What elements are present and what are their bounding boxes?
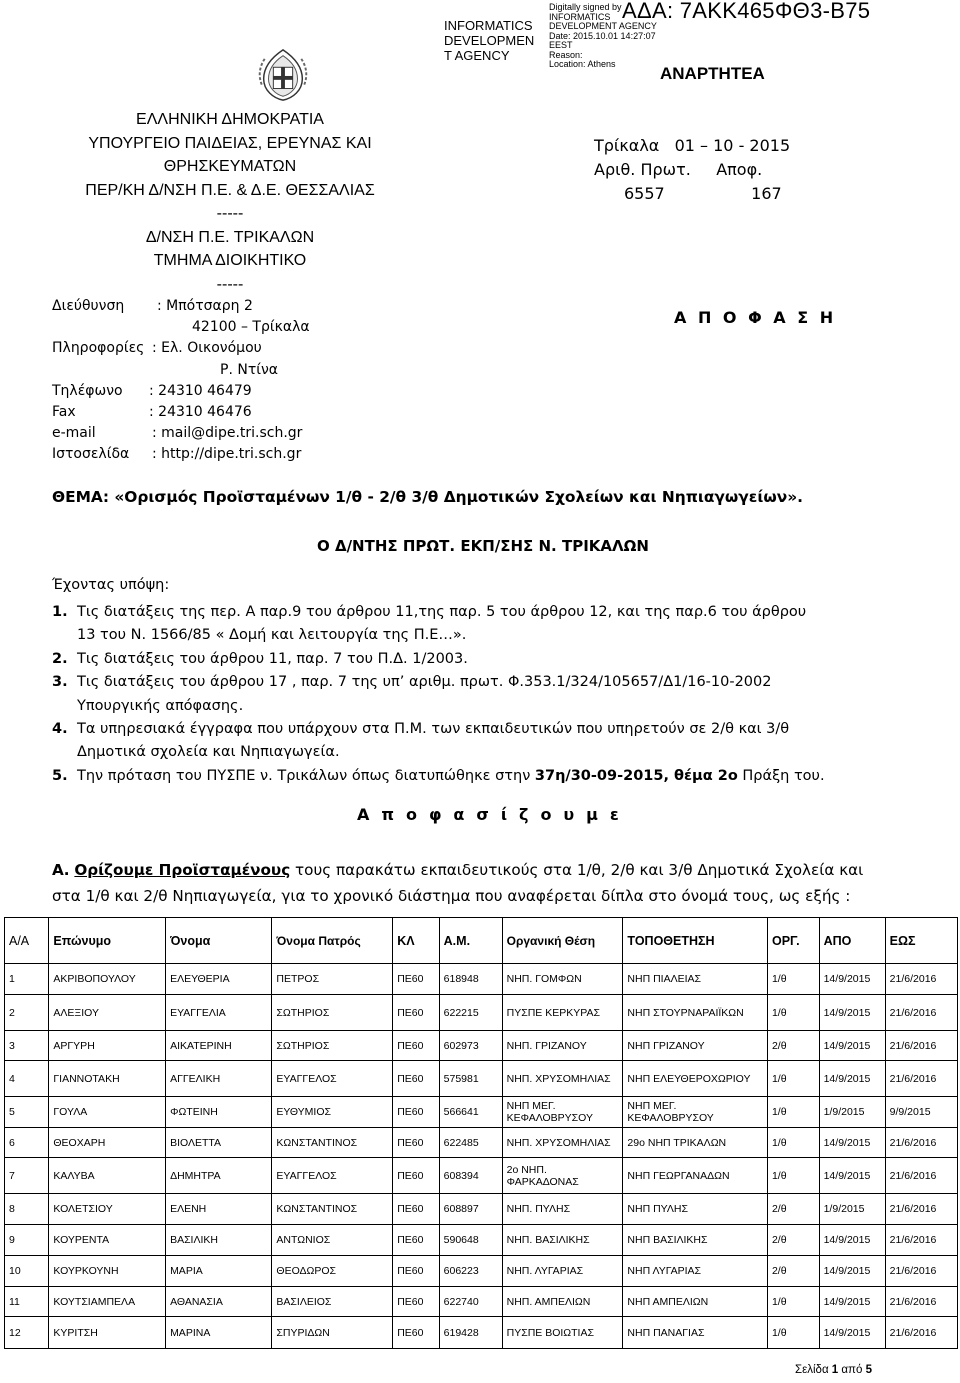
decision-title: Α Π Ο Φ Α Σ Η	[674, 308, 837, 327]
table-cell: 6	[5, 1128, 49, 1158]
table-header-row	[5, 918, 958, 964]
table-cell: 21/6/2016	[885, 1061, 957, 1097]
signature-detail-line: DEVELOPMENT AGENCY	[549, 21, 657, 31]
contact-value: : 24310 46476	[149, 404, 252, 421]
table-cell: 21/6/2016	[885, 1225, 957, 1256]
paragraph-letter: Α.	[52, 861, 70, 879]
signature-detail-line: Digitally signed by	[549, 2, 622, 12]
table-row	[5, 995, 958, 1031]
table-cell: ΕΥΑΓΓΕΛΟΣ	[272, 1158, 393, 1194]
paragraph-line2: στα 1/θ και 2/θ Νηπιαγωγεία, για το χρονικό διάστημα που αναφέρεται δίπλα στο όνομά τους, ως εξής :	[52, 887, 851, 905]
consideration-line	[52, 718, 912, 741]
table-cell: 2	[5, 995, 49, 1031]
table-header-cell: Α/Α	[5, 918, 49, 964]
contact-label: Ιστοσελίδα	[52, 446, 130, 463]
page-number: 1	[831, 1364, 839, 1376]
table-cell: 1/θ	[767, 964, 819, 995]
table-header-cell: Όνομα Πατρός	[272, 918, 393, 964]
contact-row	[52, 444, 310, 465]
we-decide-heading: Α π ο φ α σ ί ζ ο υ μ ε	[357, 805, 623, 824]
consideration-line	[52, 695, 912, 718]
table-cell: ΠΕ60	[393, 1128, 439, 1158]
consideration-tail: Πράξη του.	[737, 767, 825, 784]
table-cell: 14/9/2015	[819, 1128, 885, 1158]
contact-row	[52, 381, 310, 402]
table-cell: 14/9/2015	[819, 1256, 885, 1287]
table-cell: 619428	[439, 1317, 502, 1349]
table-cell: ΠΕ60	[393, 1287, 439, 1317]
table-cell: ΓΙΑΝΝΟΤΑΚΗ	[49, 1061, 166, 1097]
contact-label: Πληροφορίες	[52, 340, 145, 357]
table-cell: ΑΓΓΕΛΙΚΗ	[166, 1061, 272, 1097]
contact-row	[52, 402, 310, 423]
table-cell: ΒΑΣΙΛΙΚΗ	[166, 1225, 272, 1256]
table-row	[5, 1256, 958, 1287]
table-header-cell: ΑΠΟ	[819, 918, 885, 964]
signature-detail-line: Reason:	[549, 49, 583, 60]
table-cell: ΑΡΓΥΡΗ	[49, 1031, 166, 1061]
issuing-authority	[40, 108, 420, 296]
consideration-line	[52, 765, 912, 788]
consideration-text: Υπουργικής απόφασης.	[77, 697, 244, 714]
signer-line: T AGENCY	[444, 48, 510, 63]
table-cell: ΝΗΠ. ΑΜΠΕΛΙΩΝ	[502, 1287, 623, 1317]
consideration-text: Τα υπηρεσιακά έγγραφα που υπάρχουν στα Π.Μ. των εκπαιδευτικών που υπηρετούν σε 2/θ και 3/θ	[77, 721, 790, 738]
table-cell: ΑΚΡΙΒΟΠΟΥΛΟΥ	[49, 964, 166, 995]
table-cell: ΠΕ60	[393, 1061, 439, 1097]
protocol-numbers: 6557 167	[624, 184, 782, 203]
table-header-cell: ΤΟΠΟΘΕΤΗΣΗ	[623, 918, 768, 964]
table-cell: ΝΗΠ ΓΕΩΡΓΑΝΑΔΩΝ	[623, 1158, 768, 1194]
table-cell: ΣΩΤΗΡΙΟΣ	[272, 1031, 393, 1061]
ada-code: ΑΔΑ: 7ΑΚΚ465ΦΘ3-Β75	[622, 0, 871, 23]
table-cell: ΠΕ60	[393, 1256, 439, 1287]
heads-table	[4, 917, 958, 1349]
table-cell: ΜΑΡΙΑ	[166, 1256, 272, 1287]
table-cell: ΕΛΕΥΘΕΡΙΑ	[166, 964, 272, 995]
table-header-cell: Επώνυμο	[49, 918, 166, 964]
table-header-cell: Οργανική Θέση	[502, 918, 623, 964]
table-cell: ΝΗΠ. ΧΡΥΣΟΜΗΛΙΑΣ	[502, 1128, 623, 1158]
table-cell: 9	[5, 1225, 49, 1256]
table-cell: ΚΟΛΕΤΣΙΟΥ	[49, 1194, 166, 1225]
table-cell: ΝΗΠ. ΠΥΛΗΣ	[502, 1194, 623, 1225]
contact-row	[52, 296, 310, 317]
table-cell: ΑΛΕΞΙΟΥ	[49, 995, 166, 1031]
table-cell: ΣΠΥΡΙΔΩΝ	[272, 1317, 393, 1349]
footer-middle: από	[838, 1364, 866, 1376]
table-cell: ΝΗΠ. ΒΑΣΙΛΙΚΗΣ	[502, 1225, 623, 1256]
table-cell: 14/9/2015	[819, 964, 885, 995]
consideration-text: Τις διατάξεις της περ. Α παρ.9 του άρθρου 11,της παρ. 5 του άρθρου 12, και της παρ.6 του άρθρου	[77, 604, 807, 620]
signer-line: DEVELOPMEN	[444, 33, 535, 48]
contact-details	[52, 296, 310, 466]
contact-label: e-mail	[52, 425, 96, 442]
table-cell: ΘΕΟΧΑΡΗ	[49, 1128, 166, 1158]
table-cell: 1/θ	[767, 1317, 819, 1349]
considering-heading: Έχοντας υπόψη:	[52, 577, 170, 593]
contact-label	[52, 360, 220, 381]
table-cell: ΝΗΠ. ΓΟΜΦΩΝ	[502, 964, 623, 995]
table-cell: 1/θ	[767, 1097, 819, 1128]
table-cell: 608394	[439, 1158, 502, 1194]
table-cell: ΠΕ60	[393, 1317, 439, 1349]
table-cell: ΣΩΤΗΡΙΟΣ	[272, 995, 393, 1031]
table-header-cell: ΚΛ	[393, 918, 439, 964]
table-cell: 2ο ΝΗΠ. ΦΑΡΚΑΔΟΝΑΣ	[502, 1158, 623, 1194]
table-row	[5, 1158, 958, 1194]
authority-line: -----	[216, 205, 244, 222]
contact-row	[52, 338, 310, 359]
table-cell: 606223	[439, 1256, 502, 1287]
table-cell: ΝΗΠ ΑΜΠΕΛΙΩΝ	[623, 1287, 768, 1317]
table-row	[5, 1128, 958, 1158]
table-cell: 3	[5, 1031, 49, 1061]
table-cell: 5	[5, 1097, 49, 1128]
authority-line: ΘΡΗΣΚΕΥΜΑΤΩΝ	[163, 158, 297, 175]
table-cell: ΠΕ60	[393, 964, 439, 995]
issuer-title: Ο Δ/ΝΤΗΣ ΠΡΩΤ. ΕΚΠ/ΣΗΣ Ν. ΤΡΙΚΑΛΩΝ	[317, 537, 649, 555]
table-cell: ΓΟΥΛΑ	[49, 1097, 166, 1128]
table-cell: ΚΩΝΣΤΑΝΤΙΝΟΣ	[272, 1128, 393, 1158]
table-cell: 608897	[439, 1194, 502, 1225]
table-cell: 1/9/2015	[819, 1194, 885, 1225]
authority-line: ΥΠΟΥΡΓΕΙΟ ΠΑΙΔΕΙΑΣ, ΕΡΕΥΝΑΣ ΚΑΙ	[88, 134, 372, 152]
table-cell: ΚΟΥΡΚΟΥΝΗ	[49, 1256, 166, 1287]
decision-paragraph	[52, 857, 922, 909]
table-cell: 21/6/2016	[885, 1287, 957, 1317]
table-cell: 14/9/2015	[819, 1158, 885, 1194]
table-row	[5, 1031, 958, 1061]
table-cell: 575981	[439, 1061, 502, 1097]
contact-label	[52, 317, 192, 338]
table-cell: 1/θ	[767, 1158, 819, 1194]
table-cell: ΚΩΝΣΤΑΝΤΙΝΟΣ	[272, 1194, 393, 1225]
posting-label: ΑΝΑΡΤΗΤΕΑ	[660, 64, 765, 83]
table-cell: 21/6/2016	[885, 964, 957, 995]
paragraph-bold: Ορίζουμε Προϊσταμένους	[74, 861, 291, 879]
table-cell: ΕΥΘΥΜΙΟΣ	[272, 1097, 393, 1128]
table-cell: 2/θ	[767, 1194, 819, 1225]
table-cell: 2/θ	[767, 1031, 819, 1061]
table-cell: ΝΗΠ ΜΕΓ. ΚΕΦΑΛΟΒΡΥΣΟΥ	[623, 1097, 768, 1128]
table-cell: ΒΑΣΙΛΕΙΟΣ	[272, 1287, 393, 1317]
table-cell: 14/9/2015	[819, 1317, 885, 1349]
table-cell: 2/θ	[767, 1225, 819, 1256]
table-cell: ΑΘΑΝΑΣΙΑ	[166, 1287, 272, 1317]
contact-value: : 24310 46479	[149, 382, 252, 399]
consideration-number: 3.	[52, 674, 68, 691]
table-cell: 622215	[439, 995, 502, 1031]
table-cell: 622740	[439, 1287, 502, 1317]
table-cell: ΠΕΤΡΟΣ	[272, 964, 393, 995]
subject-line: ΘΕΜΑ: «Ορισμός Προϊσταμένων 1/θ - 2/θ 3/θ Δημοτικών Σχολείων και Νηπιαγωγείων».	[52, 488, 803, 506]
document-reference	[594, 134, 790, 206]
table-cell: ΔΗΜΗΤΡΑ	[166, 1158, 272, 1194]
table-cell: ΚΟΥΡΕΝΤΑ	[49, 1225, 166, 1256]
place-date: Τρίκαλα 01 – 10 - 2015	[594, 136, 791, 155]
table-cell: ΝΗΠ. ΓΡΙΖΑΝΟΥ	[502, 1031, 623, 1061]
signature-detail-line: INFORMATICS	[549, 11, 611, 22]
table-cell: ΠΕ60	[393, 1194, 439, 1225]
table-cell: 11	[5, 1287, 49, 1317]
table-header-cell: ΟΡΓ.	[767, 918, 819, 964]
authority-line: ΠΕΡ/ΚΗ Δ/ΝΣΗ Π.Ε. & Δ.Ε. ΘΕΣΣΑΛΙΑΣ	[85, 181, 375, 199]
authority-line: ΕΛΛΗΝΙΚΗ ΔΗΜΟΚΡΑΤΙΑ	[136, 111, 324, 128]
table-cell: ΝΗΠ. ΧΡΥΣΟΜΗΛΙΑΣ	[502, 1061, 623, 1097]
table-cell: ΝΗΠ ΠΙΑΛΕΙΑΣ	[623, 964, 768, 995]
digital-signer-name	[444, 18, 544, 63]
table-row	[5, 1061, 958, 1097]
table-cell: 590648	[439, 1225, 502, 1256]
table-cell: 21/6/2016	[885, 1194, 957, 1225]
consideration-line	[52, 741, 912, 764]
authority-line: Δ/ΝΣΗ Π.Ε. ΤΡΙΚΑΛΩΝ	[145, 228, 315, 246]
table-cell: ΚΑΛΥΒΑ	[49, 1158, 166, 1194]
table-cell: 10	[5, 1256, 49, 1287]
contact-label: Διεύθυνση	[52, 298, 125, 314]
table-cell: 8	[5, 1194, 49, 1225]
consideration-text: 13 του Ν. 1566/85 « Δομή και λειτουργία της Π.Ε…».	[77, 627, 467, 644]
contact-value: : mail@dipe.tri.sch.gr	[152, 425, 303, 442]
table-cell: 9/9/2015	[885, 1097, 957, 1128]
table-cell: ΠΥΣΠΕ ΒΟΙΩΤΙΑΣ	[502, 1317, 623, 1349]
consideration-text: Τις διατάξεις του άρθρου 11, παρ. 7 του Π.Δ. 1/2003.	[77, 650, 468, 667]
table-cell: ΝΗΠ ΠΥΛΗΣ	[623, 1194, 768, 1225]
contact-row	[52, 423, 310, 444]
contact-value: : Ελ. Οικονόμου	[152, 340, 262, 357]
table-cell: 2/θ	[767, 1256, 819, 1287]
table-cell: ΝΗΠ. ΛΥΓΑΡΙΑΣ	[502, 1256, 623, 1287]
table-cell: ΑΙΚΑΤΕΡΙΝΗ	[166, 1031, 272, 1061]
table-header-cell: Όνομα	[166, 918, 272, 964]
table-cell: 14/9/2015	[819, 1287, 885, 1317]
contact-label: Fax	[52, 404, 76, 421]
authority-line: ΤΜΗΜΑ ΔΙΟΙΚΗΤΙΚΟ	[153, 252, 307, 269]
consideration-bold: 37η/30-09-2015, θέμα 2ο	[534, 767, 738, 784]
table-cell: ΑΝΤΩΝΙΟΣ	[272, 1225, 393, 1256]
consideration-line	[52, 624, 912, 647]
contact-value: : Μπότσαρη 2	[157, 298, 253, 314]
table-cell: 618948	[439, 964, 502, 995]
table-cell: ΝΗΠ ΕΛΕΥΘΕΡΟΧΩΡΙΟΥ	[623, 1061, 768, 1097]
table-cell: 14/9/2015	[819, 1225, 885, 1256]
signature-detail-line: Date: 2015.10.01 14:27:07	[549, 30, 656, 41]
consideration-line	[52, 601, 912, 624]
footer-prefix: Σελίδα	[795, 1364, 832, 1376]
authority-line: -----	[216, 275, 244, 293]
table-cell: ΠΥΣΠΕ ΚΕΡΚΥΡΑΣ	[502, 995, 623, 1031]
table-header-cell: ΕΩΣ	[885, 918, 957, 964]
table-cell: ΠΕ60	[393, 1225, 439, 1256]
contact-row	[52, 360, 310, 381]
signature-detail-line: Location: Athens	[549, 59, 616, 69]
table-cell: ΦΩΤΕΙΝΗ	[166, 1097, 272, 1128]
table-cell: 1/θ	[767, 1061, 819, 1097]
signature-detail-line: EEST	[549, 40, 573, 50]
table-cell: 21/6/2016	[885, 1317, 957, 1349]
table-cell: 21/6/2016	[885, 1158, 957, 1194]
table-row	[5, 964, 958, 995]
table-cell: ΒΙΟΛΕΤΤΑ	[166, 1128, 272, 1158]
consideration-number: 5.	[52, 767, 68, 784]
considerations-list	[52, 601, 912, 788]
table-cell: ΕΥΑΓΓΕΛΟΣ	[272, 1061, 393, 1097]
table-row	[5, 1097, 958, 1128]
protocol-labels: Αριθ. Πρωτ. Αποφ.	[594, 160, 763, 179]
table-cell: ΝΗΠ ΠΑΝΑΓΙΑΣ	[623, 1317, 768, 1349]
table-cell: 14/9/2015	[819, 1061, 885, 1097]
table-row	[5, 1287, 958, 1317]
table-cell: 14/9/2015	[819, 995, 885, 1031]
table-cell: 21/6/2016	[885, 1128, 957, 1158]
table-cell: 602973	[439, 1031, 502, 1061]
consideration-text: Δημοτικά σχολεία και Νηπιαγωγεία.	[77, 744, 340, 761]
consideration-text: Την πρόταση του ΠΥΣΠΕ ν. Τρικάλων όπως διατυπώθηκε στην	[77, 767, 535, 784]
table-row	[5, 1317, 958, 1349]
consideration-number: 4.	[52, 721, 68, 738]
consideration-number: 1.	[52, 604, 68, 620]
consideration-text: Τις διατάξεις του άρθρου 17 , παρ. 7 της υπ’ αριθμ. πρωτ. Φ.353.1/324/105657/Δ1/16-10-2002	[77, 674, 772, 691]
contact-value: Ρ. Ντίνα	[220, 361, 279, 378]
table-cell: 566641	[439, 1097, 502, 1128]
table-cell: ΕΥΑΓΓΕΛΙΑ	[166, 995, 272, 1031]
table-cell: 1/9/2015	[819, 1097, 885, 1128]
table-cell: 1/θ	[767, 995, 819, 1031]
table-cell: 21/6/2016	[885, 995, 957, 1031]
table-cell: 1/θ	[767, 1287, 819, 1317]
page-footer	[795, 1364, 872, 1376]
table-cell: ΜΑΡΙΝΑ	[166, 1317, 272, 1349]
consideration-line	[52, 671, 912, 694]
contact-label: Τηλέφωνο	[52, 382, 123, 399]
table-cell: 622485	[439, 1128, 502, 1158]
contact-value: 42100 – Τρίκαλα	[192, 319, 310, 336]
table-cell: ΝΗΠ ΓΡΙΖΑΝΟΥ	[623, 1031, 768, 1061]
consideration-number: 2.	[52, 650, 68, 667]
table-cell: ΝΗΠ ΛΥΓΑΡΙΑΣ	[623, 1256, 768, 1287]
table-cell: 29ο ΝΗΠ ΤΡΙΚΑΛΩΝ	[623, 1128, 768, 1158]
table-cell: ΠΕ60	[393, 1097, 439, 1128]
table-cell: ΚΟΥΤΣΙΑΜΠΕΛΑ	[49, 1287, 166, 1317]
table-cell: 12	[5, 1317, 49, 1349]
table-cell: 21/6/2016	[885, 1256, 957, 1287]
page-total: 5	[865, 1364, 872, 1376]
table-cell: ΝΗΠ ΣΤΟΥΡΝΑΡΑΙΪΚΩΝ	[623, 995, 768, 1031]
table-header-cell: Α.Μ.	[439, 918, 502, 964]
table-cell: ΕΛΕΝΗ	[166, 1194, 272, 1225]
table-cell: 21/6/2016	[885, 1031, 957, 1061]
table-cell: 14/9/2015	[819, 1031, 885, 1061]
table-cell: 1/θ	[767, 1128, 819, 1158]
table-cell: ΘΕΟΔΩΡΟΣ	[272, 1256, 393, 1287]
paragraph-line1: τους παρακάτω εκπαιδευτικούς στα 1/θ, 2/θ και 3/θ Δημοτικά Σχολεία και	[290, 861, 864, 879]
table-cell: ΠΕ60	[393, 1031, 439, 1061]
table-row	[5, 1194, 958, 1225]
table-cell: 7	[5, 1158, 49, 1194]
contact-value: : http://dipe.tri.sch.gr	[152, 446, 302, 463]
table-cell: 4	[5, 1061, 49, 1097]
table-row	[5, 1225, 958, 1256]
table-cell: ΝΗΠ ΜΕΓ. ΚΕΦΑΛΟΒΡΥΣΟΥ	[502, 1097, 623, 1128]
table-cell: ΠΕ60	[393, 1158, 439, 1194]
table-cell: ΠΕ60	[393, 995, 439, 1031]
table-cell: 1	[5, 964, 49, 995]
signer-line: INFORMATICS	[444, 18, 533, 33]
contact-row	[52, 317, 310, 338]
table-cell: ΝΗΠ ΒΑΣΙΛΙΚΗΣ	[623, 1225, 768, 1256]
greek-emblem-icon	[254, 46, 312, 104]
consideration-line	[52, 648, 912, 671]
table-cell: ΚΥΡΙΤΣΗ	[49, 1317, 166, 1349]
